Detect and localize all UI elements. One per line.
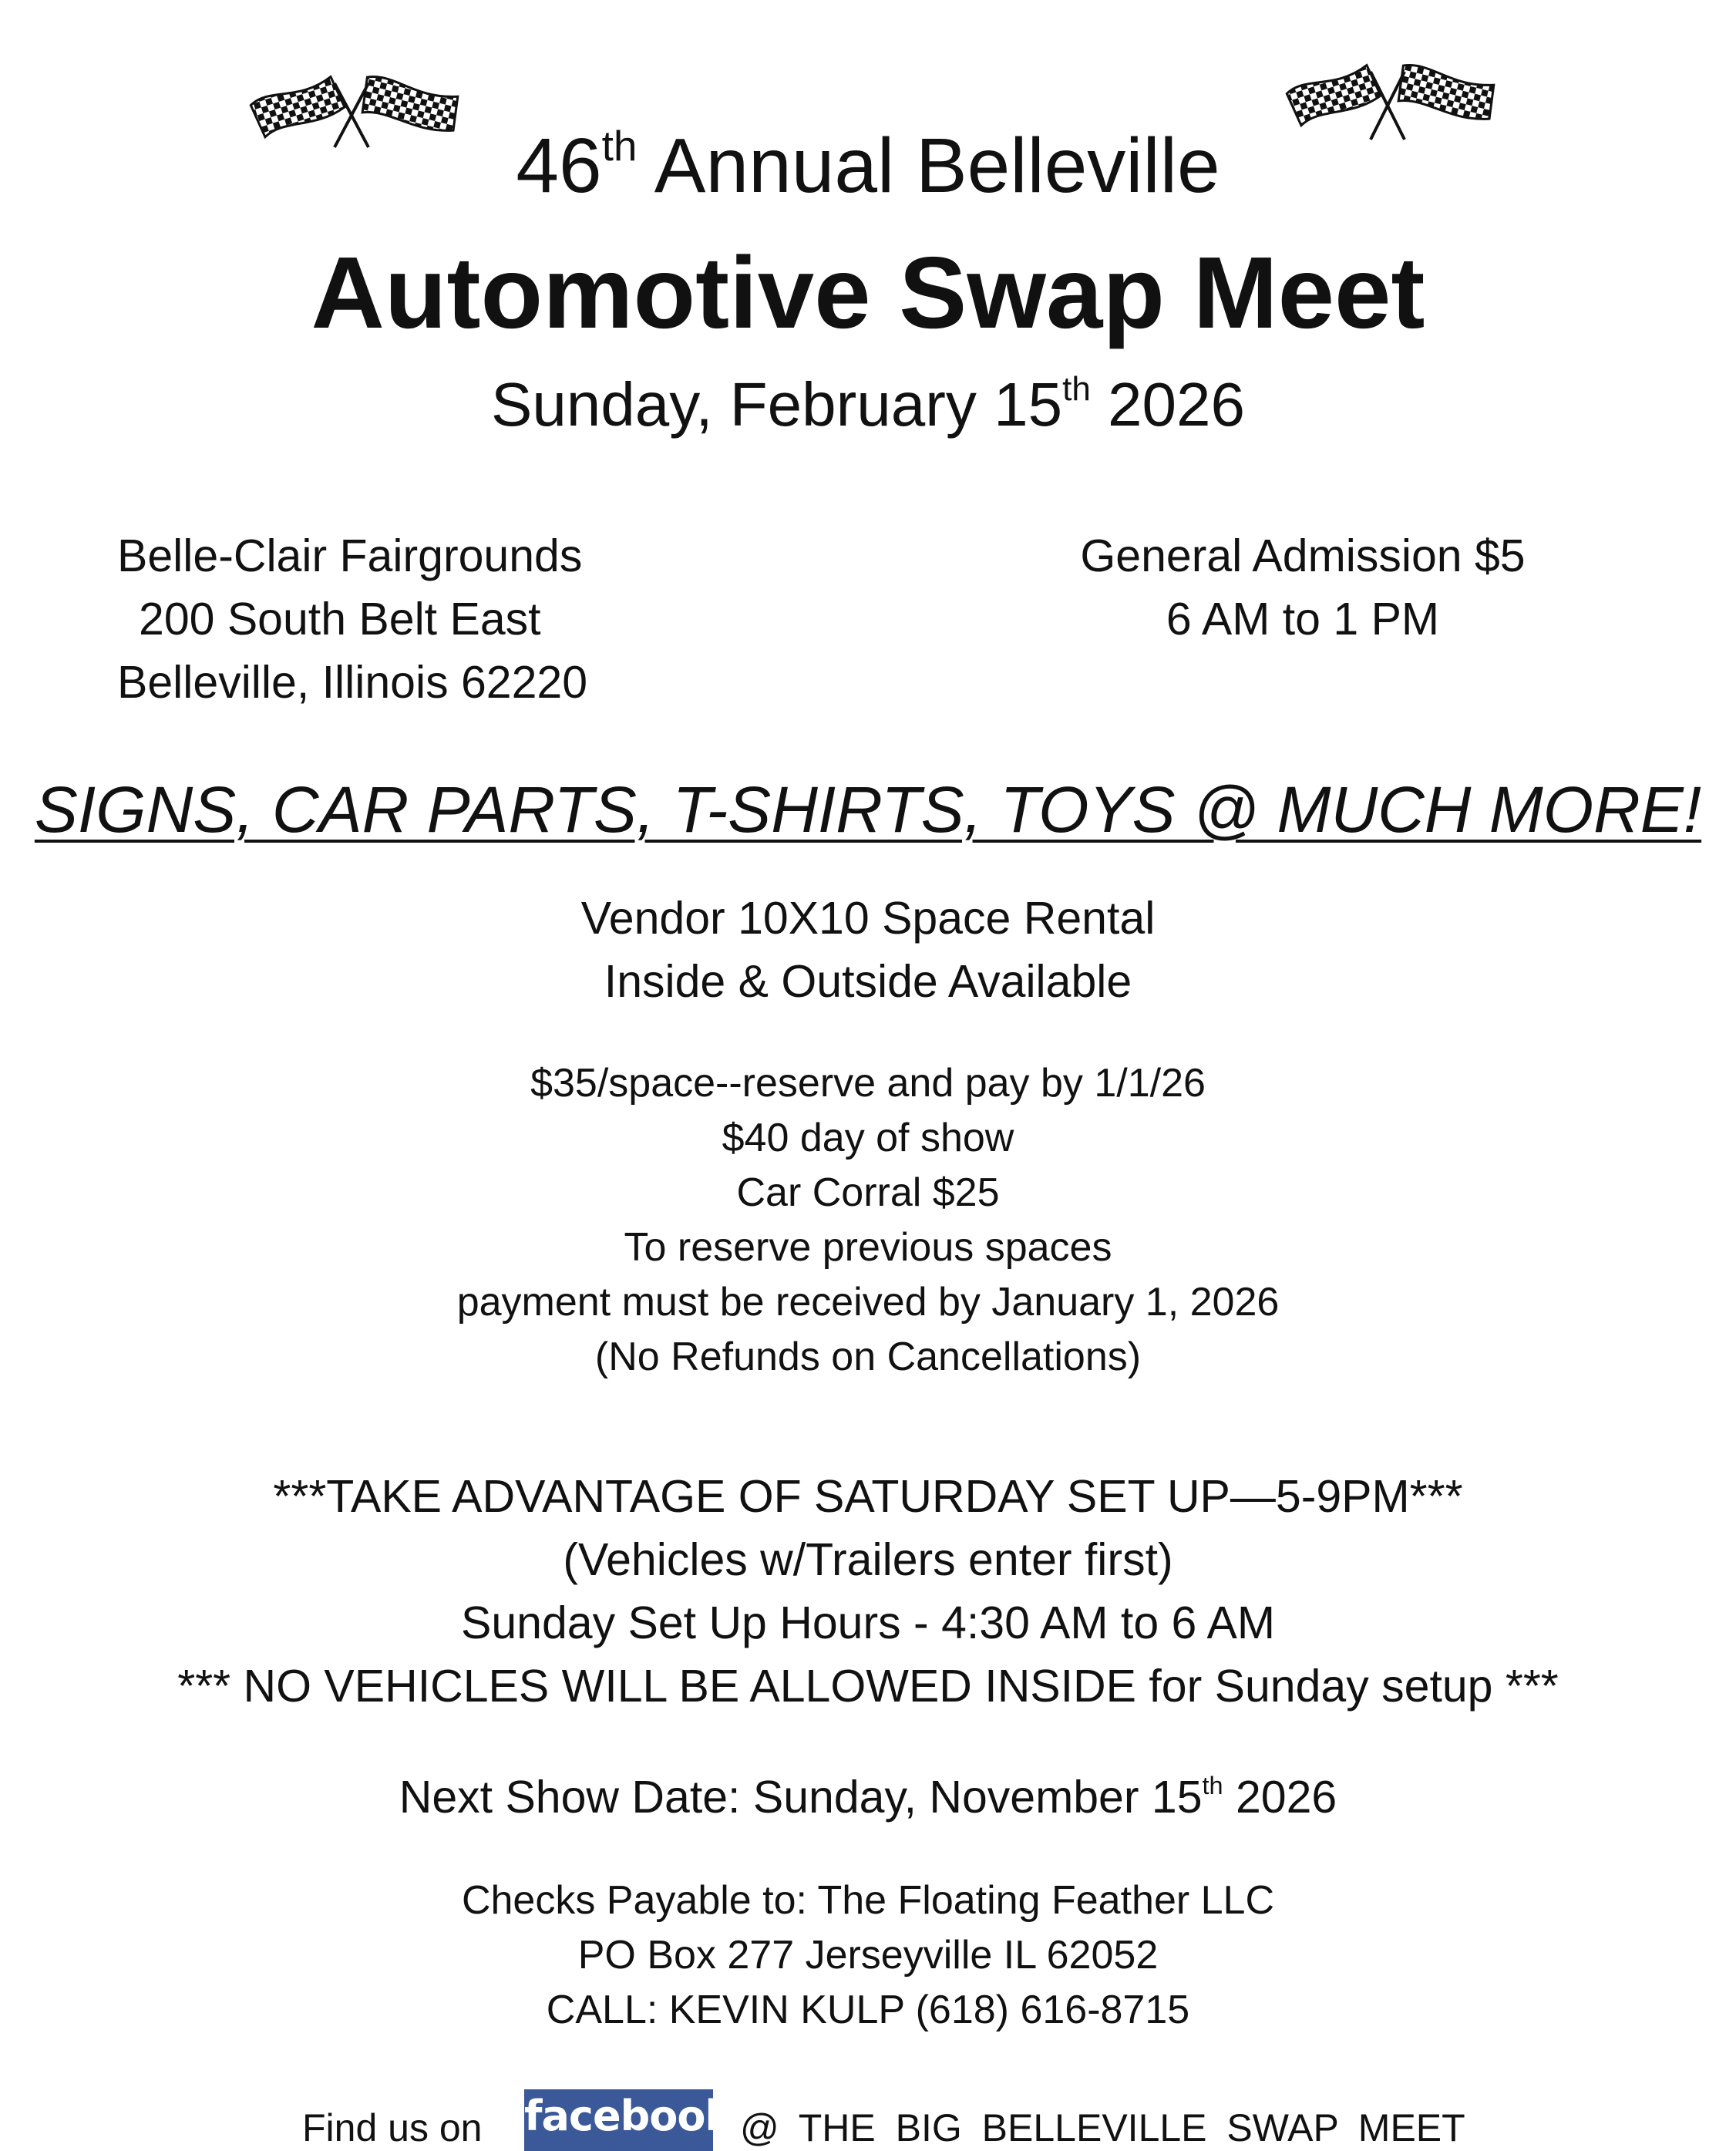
location-line: Belle-Clair Fairgrounds	[117, 530, 583, 581]
contact-block	[0, 1873, 1736, 2038]
event-date: Sunday, February 15th 2026	[490, 370, 1246, 439]
admission-block	[1072, 524, 1534, 651]
location-line: Belleville, Illinois 62220	[117, 657, 588, 708]
pricing-line: $35/space--reserve and pay by 1/1/26	[530, 1061, 1206, 1106]
tagline	[0, 767, 1736, 852]
pricing-line: $40 day of show	[722, 1116, 1014, 1160]
setup-line: *** NO VEHICLES WILL BE ALLOWED INSIDE for Sunday setup ***	[177, 1661, 1559, 1712]
pricing-line: (No Refunds on Cancellations)	[594, 1335, 1142, 1379]
contact-line: CALL: KEVIN KULP (618) 616-8715	[546, 1988, 1190, 2032]
footer	[0, 2082, 1736, 2150]
pricing-line: payment must be received by January 1, 2026	[456, 1280, 1280, 1325]
find-us-label: Find us on	[302, 2106, 483, 2149]
location-block	[117, 524, 587, 714]
pricing-line: Car Corral $25	[736, 1170, 1000, 1215]
admission-line: General Admission $5	[1080, 530, 1526, 581]
pricing-line: To reserve previous spaces	[624, 1225, 1112, 1270]
next-show-date: Next Show Date: Sunday, November 15th 2026	[399, 1771, 1337, 1823]
facebook-logo-icon[interactable]: facebook	[524, 2089, 713, 2151]
tagline-text: SIGNS, CAR PARTS, T-SHIRTS, TOYS @ MUCH MORE!	[34, 773, 1702, 846]
pricing-block	[0, 1056, 1736, 1385]
location-line: 200 South Belt East	[139, 594, 541, 645]
setup-line: Sunday Set Up Hours - 4:30 AM to 6 AM	[461, 1597, 1275, 1648]
vendor-line: Vendor 10X10 Space Rental	[580, 893, 1156, 944]
setup-line: ***TAKE ADVANTAGE OF SATURDAY SET UP—5-9PM***	[273, 1471, 1463, 1522]
contact-line: PO Box 277 Jerseyville IL 62052	[577, 1933, 1159, 1978]
admission-line: 6 AM to 1 PM	[1166, 594, 1440, 645]
vendor-line: Inside & Outside Available	[604, 956, 1132, 1007]
facebook-handle: @ THE BIG BELLEVILLE SWAP MEET	[740, 2106, 1465, 2149]
contact-line: Checks Payable to: The Floating Feather LLC	[461, 1878, 1275, 1923]
event-edition-heading: 46th Annual Belleville	[516, 121, 1220, 209]
vendor-block	[0, 887, 1736, 1013]
setup-block	[0, 1465, 1736, 1718]
event-title: Automotive Swap Meet	[311, 236, 1425, 349]
setup-line: (Vehicles w/Trailers enter first)	[563, 1534, 1173, 1585]
